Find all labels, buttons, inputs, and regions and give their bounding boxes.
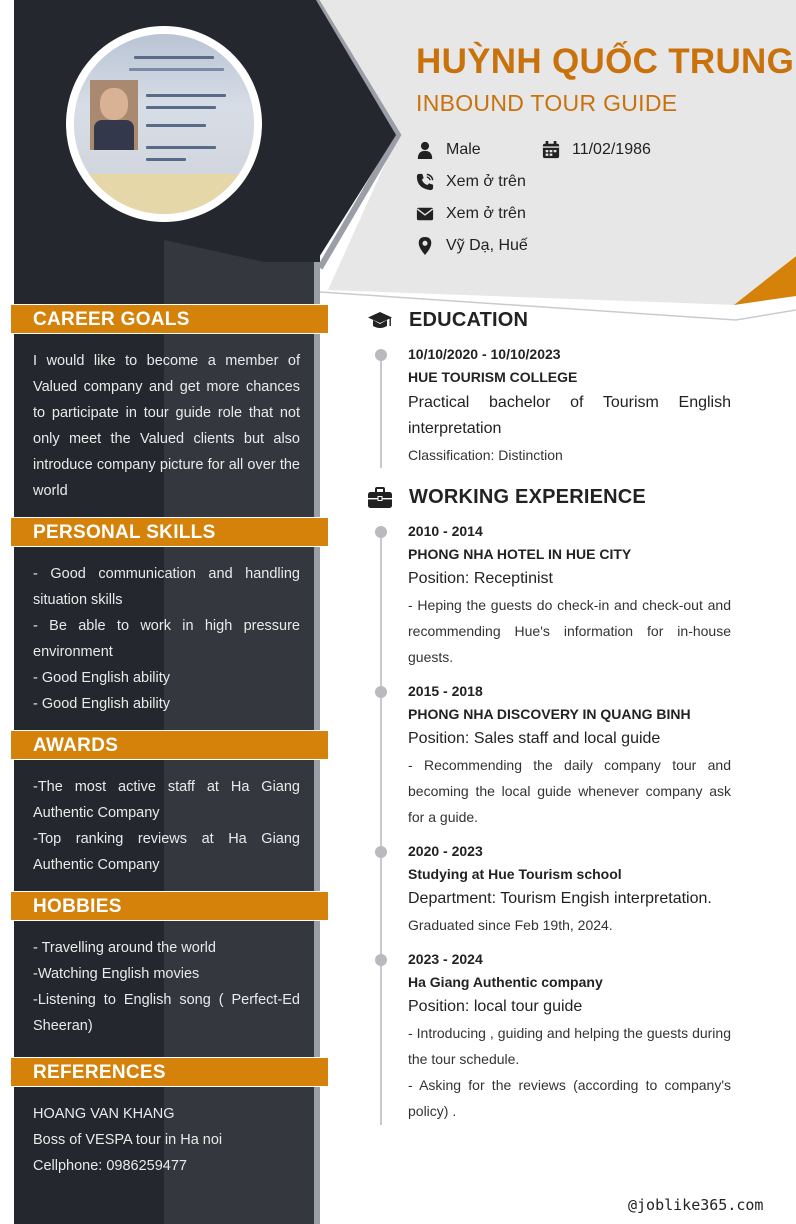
calendar-icon <box>542 141 560 159</box>
graduation-cap-icon <box>368 310 392 332</box>
entry-detail: Classification: Distinction <box>408 447 563 463</box>
email-value: Xem ở trên <box>446 205 526 222</box>
entry-date: 2020 - 2023 <box>408 843 483 859</box>
career-goals-text <box>33 348 300 504</box>
timeline-dot <box>375 349 387 361</box>
hobbies-heading: HOBBIES <box>33 896 122 917</box>
list-item: - Travelling around the world <box>33 940 216 956</box>
envelope-icon <box>416 205 434 223</box>
list-item: - Good communication and handling situation skills <box>33 566 300 608</box>
candidate-title: INBOUND TOUR GUIDE <box>416 90 678 116</box>
watermark: @joblike365.com <box>628 1196 764 1214</box>
entry-organization: Ha Giang Authentic company <box>408 974 603 990</box>
career-goals-heading: CAREER GOALS <box>33 309 190 330</box>
timeline-dot <box>375 954 387 966</box>
entry-position: Position: Receptinist <box>408 570 553 587</box>
references-heading-bar <box>10 1057 329 1087</box>
gender-info <box>416 141 481 159</box>
entry-position: Position: Sales staff and local guide <box>408 730 661 747</box>
references-heading: REFERENCES <box>33 1062 166 1083</box>
user-icon <box>416 141 434 159</box>
briefcase-icon <box>368 487 392 509</box>
experience-heading: WORKING EXPERIENCE <box>409 486 646 508</box>
references-list <box>33 1101 300 1179</box>
entry-organization: PHONG NHA HOTEL IN HUE CITY <box>408 546 632 562</box>
avatar-photo <box>74 34 254 214</box>
phone-icon <box>416 173 434 191</box>
experience-entry <box>408 948 731 1124</box>
personal-skills-list <box>33 561 300 717</box>
list-item: - Good English ability <box>33 696 171 712</box>
phone-value: Xem ở trên <box>446 173 526 190</box>
entry-organization: HUE TOURISM COLLEGE <box>408 369 578 385</box>
email-info <box>416 205 526 223</box>
education-entry <box>408 343 731 468</box>
entry-position: Department: Tourism Engish interpretation. <box>408 890 712 907</box>
entry-date: 2023 - 2024 <box>408 951 483 967</box>
timeline-dot <box>375 526 387 538</box>
address-info <box>416 237 528 255</box>
career-goals-heading-bar <box>10 304 329 334</box>
phone-info <box>416 173 526 191</box>
gender-value: Male <box>446 141 481 158</box>
personal-skills-heading-bar <box>10 517 329 547</box>
avatar <box>66 26 262 222</box>
entry-date: 2010 - 2014 <box>408 523 483 539</box>
hobbies-heading-bar <box>10 891 329 921</box>
entry-detail: - Introducing , guiding and helping the guests during the tour schedule. <box>408 1025 731 1067</box>
list-item: -Watching English movies <box>33 966 200 982</box>
birthdate-info <box>542 141 651 159</box>
entry-detail: - Asking for the reviews (according to company's policy) . <box>408 1077 731 1119</box>
awards-list <box>33 774 300 878</box>
entry-organization: Studying at Hue Tourism school <box>408 866 622 882</box>
experience-entry <box>408 680 731 830</box>
entry-date: 2015 - 2018 <box>408 683 483 699</box>
list-item: - Good English ability <box>33 670 171 686</box>
hobbies-list <box>33 935 300 1039</box>
experience-entry <box>408 840 731 938</box>
entry-detail: - Recommending the daily company tour and becoming the local guide whenever company ask for a guide. <box>408 757 731 825</box>
education-heading: EDUCATION <box>409 309 529 331</box>
entry-detail: - Heping the guests do check-in and check-out and recommending Hue's information for in-house guests. <box>408 597 731 665</box>
list-item: -Listening to English song ( Perfect-Ed Sheeran) <box>33 992 300 1034</box>
awards-heading: AWARDS <box>33 735 119 756</box>
experience-entry <box>408 520 731 670</box>
list-item: Cellphone: 0986259477 <box>33 1158 187 1174</box>
entry-position: Practical bachelor of Tourism English interpretation <box>408 394 731 437</box>
address-value: Vỹ Dạ, Huế <box>446 237 528 254</box>
entry-organization: PHONG NHA DISCOVERY IN QUANG BINH <box>408 706 691 722</box>
map-marker-icon <box>416 237 434 255</box>
list-item: HOANG VAN KHANG <box>33 1106 175 1122</box>
candidate-name: HUỲNH QUỐC TRUNG <box>416 42 795 81</box>
birthdate-value: 11/02/1986 <box>572 141 651 158</box>
entry-date: 10/10/2020 - 10/10/2023 <box>408 346 561 362</box>
timeline-dot <box>375 686 387 698</box>
personal-skills-heading: PERSONAL SKILLS <box>33 522 216 543</box>
education-timeline <box>380 354 382 468</box>
education-heading-row <box>368 309 528 332</box>
awards-heading-bar <box>10 730 329 760</box>
experience-heading-row <box>368 486 646 509</box>
list-item: - Be able to work in high pressure environment <box>33 618 300 660</box>
entry-position: Position: local tour guide <box>408 998 583 1015</box>
list-item: Boss of VESPA tour in Ha noi <box>33 1132 223 1148</box>
entry-detail: Graduated since Feb 19th, 2024. <box>408 917 613 933</box>
timeline-dot <box>375 846 387 858</box>
experience-timeline <box>380 531 382 1125</box>
list-item: -The most active staff at Ha Giang Authentic Company <box>33 779 300 821</box>
list-item: -Top ranking reviews at Ha Giang Authentic Company <box>33 831 300 873</box>
career-goals-paragraph: I would like to become a member of Valued company and get more chances to participate in tour guide role that not only meet the Valued clients but also introduce company picture for all over the world <box>33 353 300 499</box>
